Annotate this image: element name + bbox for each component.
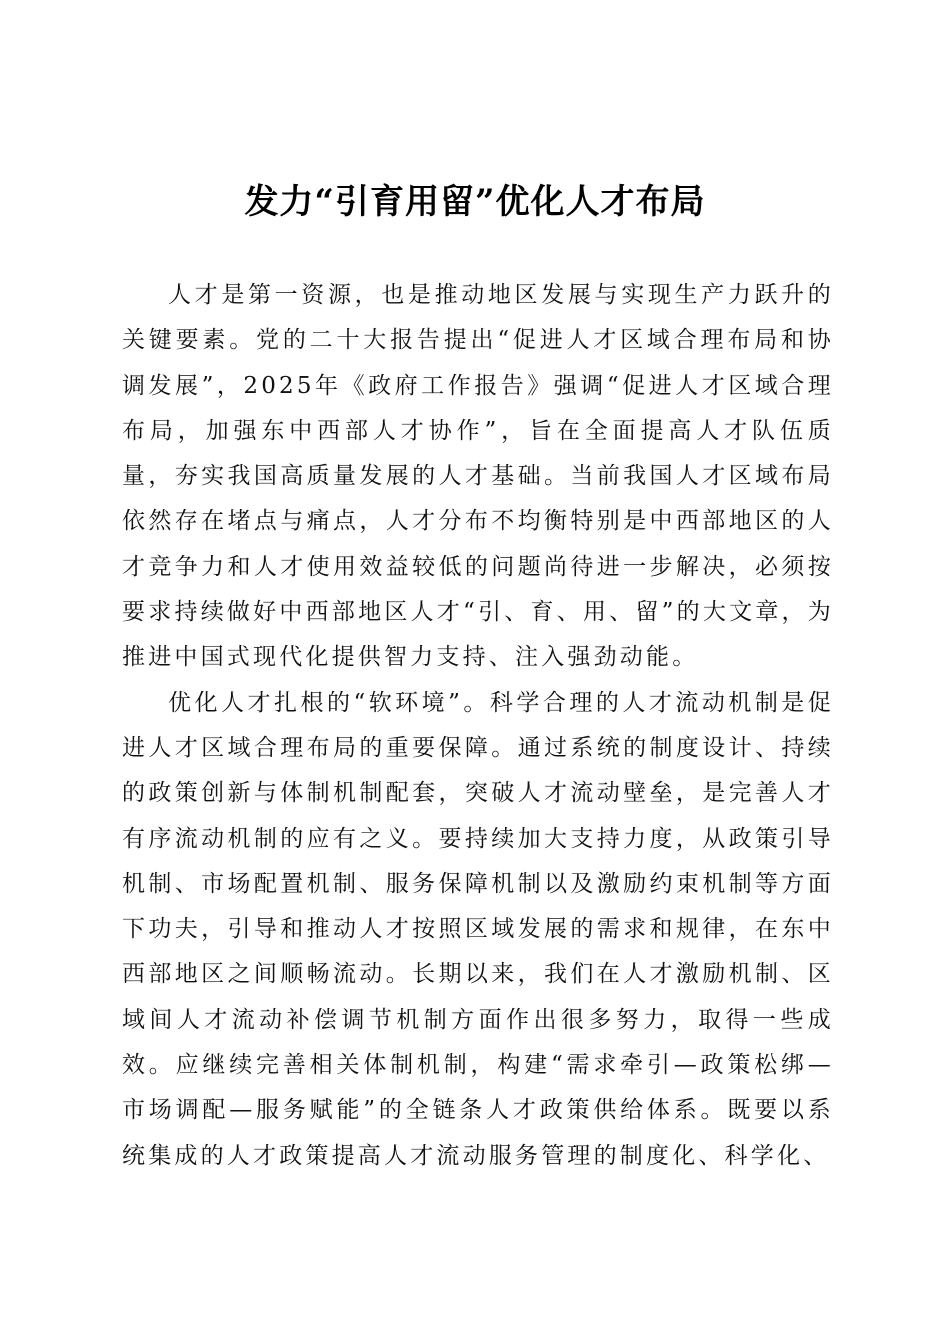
paragraph-1: 人才是第一资源，也是推动地区发展与实现生产力跃升的关键要素。党的二十大报告提出“促进人才区域合理布局和协调发展”，2025年《政府工作报告》强调“促进人才区域合理布局，加强东中西部人才协作”，旨在全面提高人才队伍质量，夯实我国高质量发展的人才基础。当前我国人才区域布局依然存在堵点与痛点，人才分布不均衡特别是中西部地区的人才竞争力和人才使用效益较低的问题尚待进一步解决，必须按要求持续做好中西部地区人才“引、育、用、留”的大文章，为推进中国式现代化提供智力支持、注入强劲动能。 [122,282,834,671]
document-body [122,273,834,1179]
paragraph-2: 优化人才扎根的“软环境”。科学合理的人才流动机制是促进人才区域合理布局的重要保障。通过系统的制度设计、持续的政策创新与体制机制配套，突破人才流动壁垒，是完善人才有序流动机制的应有之义。要持续加大支持力度，从政策引导机制、市场配置机制、服务保障机制以及激励约束机制等方面下功夫，引导和推动人才按照区域发展的需求和规律，在东中西部地区之间顺畅流动。长期以来，我们在人才激励机制、区域间人才流动补偿调节机制方面作出很多努力，取得一些成效。应继续完善相关体制机制，构建“需求牵引—政策松绑—市场调配—服务赋能”的全链条人才政策供给体系。既要以系统集成的人才政策提高人才流动服务管理的制度化、科学化、 [122,689,834,1169]
document-title: 发力“引育用留”优化人才布局 [244,182,706,222]
